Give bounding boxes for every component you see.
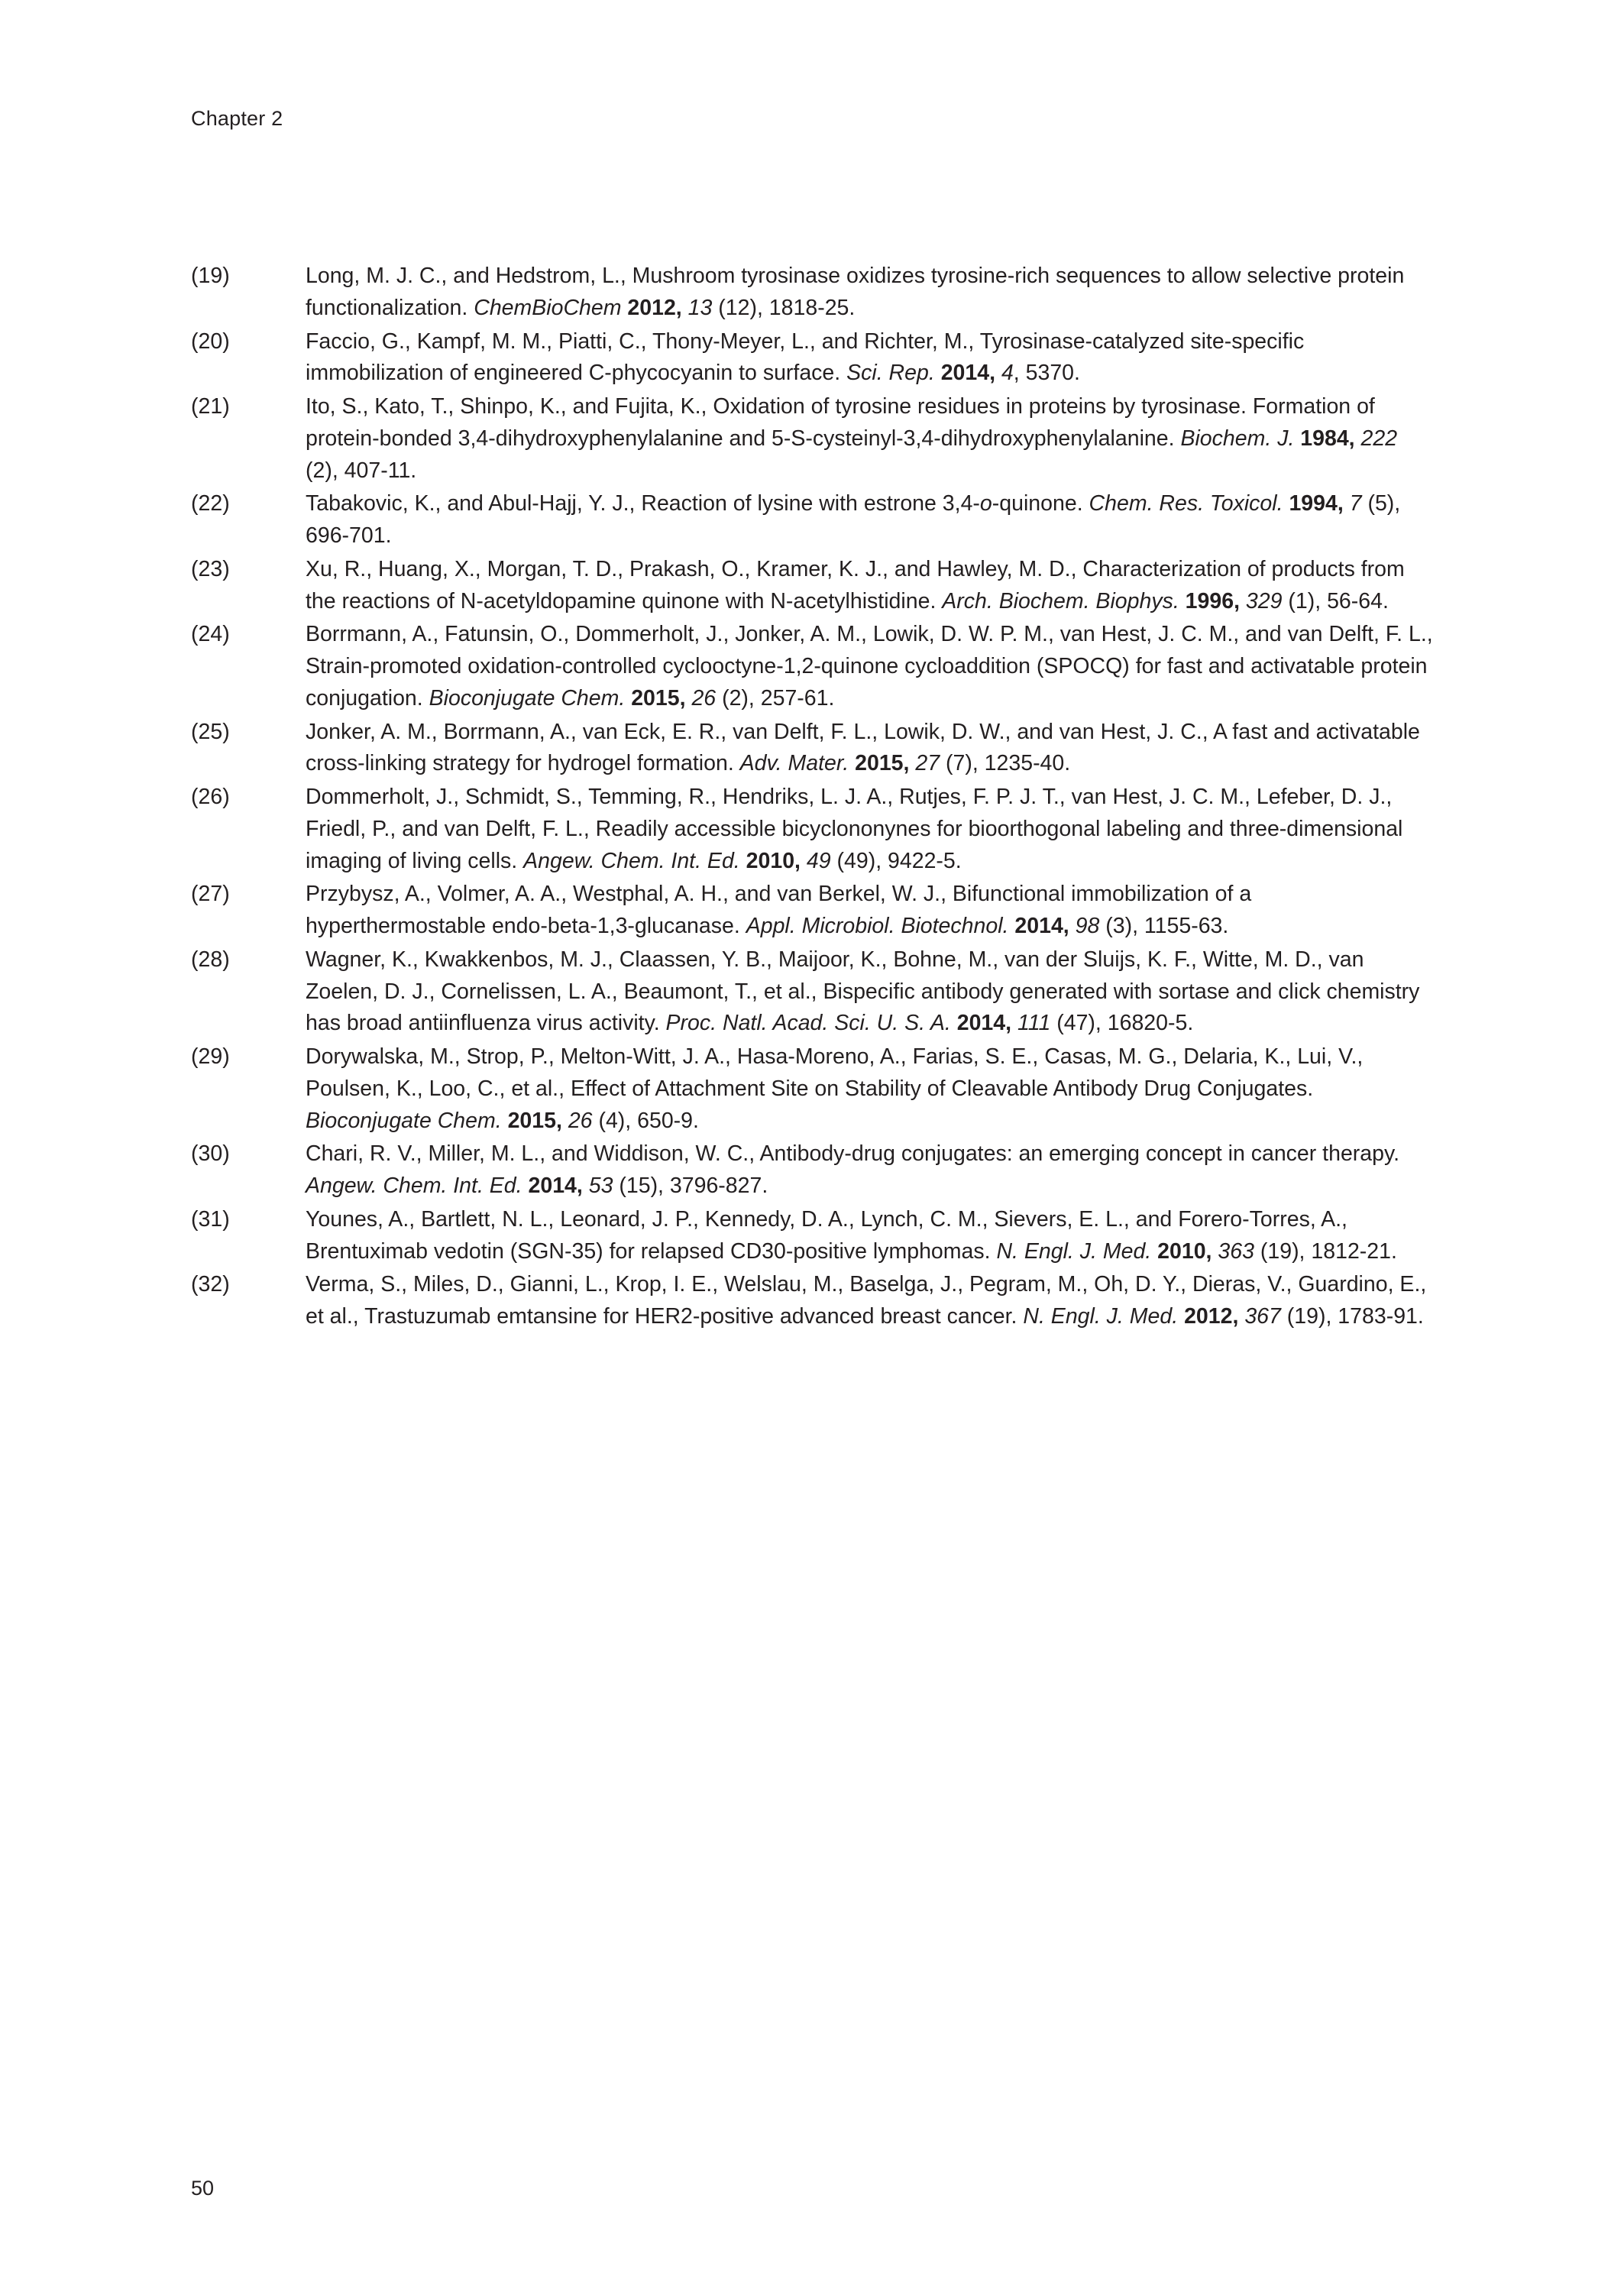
reference-number: (22) <box>191 491 230 516</box>
reference-text: Przybysz, A., Volmer, A. A., Westphal, A. H., and van Berkel, W. J., Bifunctional immobilization of a hyperthermostable endo-beta-1,3-glucanase. Appl. Microbiol. Biotechnol. 2014, 98 (3), 1155-63. <box>306 882 1252 938</box>
reference-item <box>191 1138 1433 1203</box>
reference-text: Younes, A., Bartlett, N. L., Leonard, J. P., Kennedy, D. A., Lynch, C. M., Sievers, E. L., and Forero-Torres, A., Brentuximab vedotin (SGN-35) for relapsed CD30-positive lymphomas. N. Engl. J. Med. 2010, 363 (19), 1812-21. <box>306 1206 1397 1264</box>
reference-item <box>191 619 1433 714</box>
reference-number: (25) <box>191 719 230 744</box>
reference-item <box>191 944 1433 1040</box>
reference-number: (23) <box>191 556 230 581</box>
reference-number: (30) <box>191 1141 230 1167</box>
reference-number: (29) <box>191 1044 230 1069</box>
reference-text: Dorywalska, M., Strop, P., Melton-Witt, J. A., Hasa-Moreno, A., Farias, S. E., Casas, M. G., Delaria, K., Lui, V., Poulsen, K., Loo, C., et al., Effect of Attachment Site on Stability of Cleavable Antibody Drug Conjugates. Bioconjugate Chem. 2015, 26 (4), 650-9. <box>306 1044 1364 1133</box>
reference-number: (21) <box>191 394 230 419</box>
reference-number: (28) <box>191 947 230 972</box>
reference-number: (24) <box>191 622 230 647</box>
reference-item <box>191 391 1433 487</box>
reference-number: (27) <box>191 882 230 907</box>
reference-number: (26) <box>191 785 230 809</box>
reference-item <box>191 879 1433 943</box>
reference-text: Tabakovic, K., and Abul-Hajj, Y. J., Reaction of lysine with estrone 3,4-o-quinone. Chem. Res. Toxicol. 1994, 7 (5), 696-701. <box>306 491 1401 548</box>
reference-item <box>191 1041 1433 1137</box>
reference-text: Jonker, A. M., Borrmann, A., van Eck, E. R., van Delft, F. L., Lowik, D. W., and van Hest, J. C., A fast and activatable cross-linking strategy for hydrogel formation. Adv. Mater. 2015, 27 (7), 1235-40. <box>306 719 1420 776</box>
reference-text: Dommerholt, J., Schmidt, S., Temming, R., Hendriks, L. J. A., Rutjes, F. P. J. T., van Hest, J. C. M., Lefeber, D. J., Friedl, P., and van Delft, F. L., Readily accessible bicyclononynes for bioorthogonal labeling and three-dimensional imaging of living cells. Angew. Chem. Int. Ed. 2010, 49 (49), 9422-5. <box>306 785 1403 873</box>
reference-number: (20) <box>191 329 230 354</box>
reference-number: (31) <box>191 1206 230 1232</box>
reference-text: Borrmann, A., Fatunsin, O., Dommerholt, J., Jonker, A. M., Lowik, D. W. P. M., van Hest, J. C. M., and van Delft, F. L., Strain-promoted oxidation-controlled cyclooctyne-1,2-quinone cycloaddition (SPOCQ) for fast and activatable protein conjugation. Bioconjugate Chem. 2015, 26 (2), 257-61. <box>306 622 1433 711</box>
reference-item <box>191 717 1433 781</box>
reference-text: Wagner, K., Kwakkenbos, M. J., Claassen, Y. B., Maijoor, K., Bohne, M., van der Sluijs, K. F., Witte, M. D., van Zoelen, D. J., Cornelissen, L. A., Beaumont, T., et al., Bispecific antibody generated with sortase and click chemistry has broad antiinfluenza virus activity. Proc. Natl. Acad. Sci. U. S. A. 2014, 111 (47), 16820-5. <box>306 947 1420 1036</box>
reference-text: Long, M. J. C., and Hedstrom, L., Mushroom tyrosinase oxidizes tyrosine-rich sequences to allow selective protein functionalization. ChemBioChem 2012, 13 (12), 1818-25. <box>306 264 1405 320</box>
reference-text: Chari, R. V., Miller, M. L., and Widdison, W. C., Antibody-drug conjugates: an emerging concept in cancer therapy. Angew. Chem. Int. Ed. 2014, 53 (15), 3796-827. <box>306 1141 1400 1198</box>
running-head: Chapter 2 <box>191 107 283 130</box>
reference-number: (32) <box>191 1272 230 1297</box>
reference-item <box>191 554 1433 618</box>
reference-list <box>191 261 1433 1333</box>
reference-item <box>191 488 1433 552</box>
reference-item <box>191 326 1433 390</box>
reference-item <box>191 1204 1433 1268</box>
reference-text: Xu, R., Huang, X., Morgan, T. D., Prakash, O., Kramer, K. J., and Hawley, M. D., Characterization of products from the reactions of N-acetyldopamine quinone with N-acetylhistidine. Arch. Biochem. Biophys. 1996, 329 (1), 56-64. <box>306 556 1405 613</box>
reference-item <box>191 261 1433 325</box>
reference-item <box>191 782 1433 877</box>
reference-text: Faccio, G., Kampf, M. M., Piatti, C., Thony-Meyer, L., and Richter, M., Tyrosinase-catalyzed site-specific immobilization of engineered C-phycocyanin to surface. Sci. Rep. 2014, 4, 5370. <box>306 329 1305 386</box>
reference-item <box>191 1269 1433 1333</box>
reference-text: Ito, S., Kato, T., Shinpo, K., and Fujita, K., Oxidation of tyrosine residues in proteins by tyrosinase. Formation of protein-bonded 3,4-dihydroxyphenylalanine and 5-S-cysteinyl-3,4-dihydroxyphenylalanine. Biochem. J. 1984, 222 (2), 407-11. <box>306 394 1398 483</box>
reference-text: Verma, S., Miles, D., Gianni, L., Krop, I. E., Welslau, M., Baselga, J., Pegram, M., Oh, D. Y., Dieras, V., Guardino, E., et al., Trastuzumab emtansine for HER2-positive advanced breast cancer. N. Engl. J. Med. 2012, 367 (19), 1783-91. <box>306 1272 1427 1329</box>
page-number: 50 <box>191 2177 215 2200</box>
reference-number: (19) <box>191 264 230 288</box>
